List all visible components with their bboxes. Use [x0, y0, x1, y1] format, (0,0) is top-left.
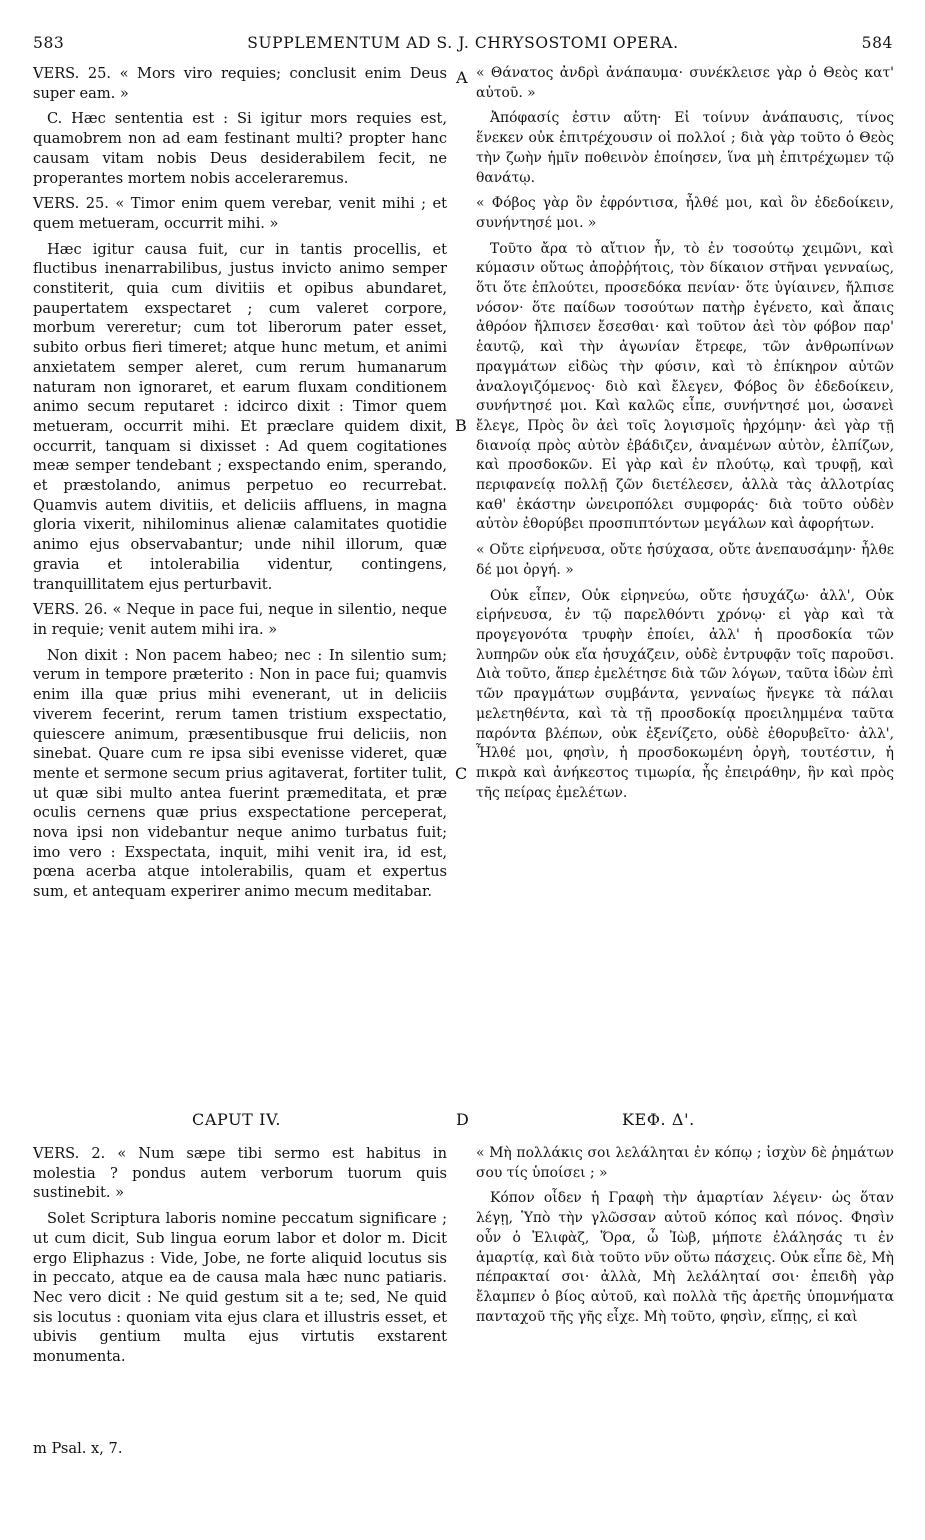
latin-verse-25a: VERS. 25. « Mors viro requies; conclusit enim Deus super eam. » [33, 65, 447, 102]
section-marker-c: C [455, 764, 468, 783]
latin-column-bottom [33, 1144, 447, 1373]
latin-column-top [33, 64, 447, 908]
greek-column-bottom [476, 1144, 894, 1333]
greek-commentary-25b: Τοῦτο ἄρα τὸ αἴτιον ἦν, τὸ ἐν τοσούτῳ χειμῶνι, καὶ κύμασιν οὕτως ἀποῤῥήτοις, τὸν δίκαιον στῆναι γενναίως, ὅτι ὅτε ἐπλούτει, προσεδόκα πενίαν· ὅτε ὑγίαινεν, ἤλπισε νόσον· ὅτε παίδων τοσούτων πατὴρ ἐγένετο, καὶ ἄπαις ἀθρόον ἤλπισεν ἔσεσθαι· καὶ τοῦτον ἀεὶ τὸν φόβον παρ' ἑαυτῷ, καὶ τὴν ἀγωνίαν ἔτρεφε, τῶν ἀνθρωπίνων πραγμάτων εἰδὼς τὴν φύσιν, καὶ τὸ ἐπίκηρον αὐτῶν ἀναλογιζόμενος· διὸ καὶ ἔλεγεν, Φόβος ὃν ἐδεδοίκειν, συνήντησέ μοι. Καὶ καλῶς εἶπε, συνήντησέ μοι, ὡσανεὶ ἔλεγε, Πρὸς ὃν ἀεὶ τοῖς λογισμοῖς ἠρχόμην· ἀεὶ γὰρ τῇ διανοίᾳ πρὸς αὐτὸν ἐβάδιζεν, ἀναμένων αὐτὸν, ἐλπίζων, καὶ προσδοκῶν. Εἰ γὰρ καὶ ἐν πλούτῳ, καὶ τρυφῇ, καὶ περιφανείᾳ πολλῇ ζῶν διετέλεσεν, ἀλλὰ τὰς ἀλλοτρίας καθ' ἑκάστην ὠνειροπόλει συμφοράς· διὰ τοῦτο οὐδὲν αὐτὸν ἐθορύβει προσπιπτόντων μεγάλων καὶ ἀφορήτων. [476, 240, 894, 533]
latin-verse-iv-2: VERS. 2. « Num sæpe tibi sermo est habitus in molestia ? pondus autem verborum tuorum quis sustinebit. » [33, 1145, 447, 1202]
latin-commentary-iv-2: Solet Scriptura laboris nomine peccatum significare ; ut cum dicit, Sub lingua eorum labor et dolor m. Dicit ergo Eliphazus : Vide, Jobe, ne forte aliquid locutus sis in peccato, atque ea de causa mala hæc nunc patiaris. Nec vero dicit : Ne quid gestum sit a te; sed, Ne quid sis locutus : quoniam vita ejus clara et illustris esset, et ubivis gentium multa ejus virtutis exstarent monumenta. [33, 1210, 447, 1366]
section-marker-a: A [456, 68, 468, 87]
latin-commentary-25b: Hæc igitur causa fuit, cur in tantis procellis, et fluctibus inenarrabilibus, justus invicto animo semper constiterit, quia cum divitiis et opibus abundaret, paupertatem exspectaret ; cum valeret corpore, morbum vereretur; cum tot liberorum pater esset, subito orbus fieri timeret; atque hunc metum, et animi anxietatem semper aleret, cum rerum humanarum naturam non ignoraret, et earum fluxam conditionem animo secum reputaret : idcirco dixit : Timor quem metueram, occurrit mihi. Et præclare quidem dixit, occurrit, tanquam si dixisset : Ad quem cogitationes meæ semper tendebant ; exspectando enim, sperando, et præstolando, animus perpetuo eo recurrebat. Quamvis autem divitiis, et deliciis affluens, in magna gloria vixerit, nihilominus alienæ calamitates quotidie animo ejus observabantur; unde nihil illorum, quæ gravia et intolerabilia videntur, contingens, tranquillitatem ejus perturbavit. [33, 240, 447, 593]
footnote: m Psal. x, 7. [33, 1440, 123, 1457]
greek-commentary-iv-2: Κόπον οἶδεν ἡ Γραφὴ τὴν ἁμαρτίαν λέγειν· ὡς ὅταν λέγῃ, Ὑπὸ τὴν γλῶσσαν αὐτοῦ κόπος καὶ πόνος. Φησὶν οὖν ὁ Ἐλιφὰζ, Ὅρα, ὦ Ἰὼβ, μήποτε ἐλάλησάς τι ἐν ἁμαρτίᾳ, καὶ διὰ τοῦτο νῦν οὕτω πάσχεις. Οὐκ εἶπε δὲ, Μὴ πέπρακταί σοι· ἀλλὰ, Μὴ λελάληταί σοι· ἐπειδὴ γὰρ ἔλαμπεν ὁ βίος αὐτοῦ, καὶ πολλὰ τῆς ἀρετῆς ὑπομνήματα πανταχοῦ τῆς γῆς εἶχε. Μὴ τοῦτο, φησὶν, εἴπῃς, εἰ καὶ [476, 1190, 894, 1325]
latin-commentary-26: Non dixit : Non pacem habeo; nec : In silentio sum; verum in tempore præterito : Non in pace fui; quamvis enim illa quæ prius mihi evenerant, ut in deliciis viverem fecerint, rerum tamen tristium exspectatio, quiescere animum, præsentibusque frui deliciis, non sinebat. Quare cum re ipsa sibi evenisse videret, quæ mente et sermone secum prius agitaverat, fortiter tulit, ut quæ sibi multo antea fuerint præmeditata, et præ oculis cernens quæ prius exspectatione perceperat, nova ipsi non videbantur neque animo turbatus fuit; imo vero : Exspectata, inquit, mihi venit ira, id est, pœna acerba atque intolerabilis, quam et expertus sum, et antequam experirer animo mecum meditabar. [33, 646, 447, 901]
latin-verse-26: VERS. 26. « Neque in pace fui, neque in silentio, neque in requie; venit autem mihi ira. » [33, 601, 447, 638]
section-marker-b: B [455, 416, 467, 435]
greek-verse-25b: « Φόβος γὰρ ὃν ἐφρόντισα, ἦλθέ μοι, καὶ ὃν ἐδεδοίκειν, συνήντησέ μοι. » [476, 195, 894, 231]
greek-verse-26: « Οὔτε εἰρήνευσα, οὔτε ἡσύχασα, οὔτε ἀνεπαυσάμην· ἦλθε δέ μοι ὀργή. » [476, 542, 894, 578]
running-title: SUPPLEMENTUM AD S. J. CHRYSOSTOMI OPERA. [247, 34, 679, 52]
greek-verse-25a: « Θάνατος ἀνδρὶ ἀνάπαυμα· συνέκλεισε γὰρ ὁ Θεὸς κατ' αὐτοῦ. » [476, 65, 894, 101]
greek-commentary-25a: Ἀπόφασίς ἐστιν αὕτη· Εἰ τοίνυν ἀνάπαυσις, τίνος ἕνεκεν οὐκ ἐπιτρέχουσιν οἱ πολλοί ; διὰ γὰρ τοῦτο ὁ Θεὸς τὴν ζωὴν ἡμῖν ποθεινὸν ἐποίησεν, ἵνα μὴ ἐπιτρέχωμεν τῷ θανάτῳ. [476, 110, 894, 186]
section-marker-d: D [456, 1110, 469, 1129]
latin-commentary-25a: C. Hæc sententia est : Si igitur mors requies est, quamobrem non ad eam festinant multi? propter hanc causam vitam nobis Deus desiderabilem fecit, ne properantes mortem nobis acceleraremus. [33, 110, 447, 187]
latin-verse-25b: VERS. 25. « Timor enim quem verebar, venit mihi ; et quem metueram, occurrit mihi. » [33, 195, 447, 232]
page-number-right: 584 [861, 34, 893, 52]
greek-commentary-26: Οὐκ εἶπεν, Οὐκ εἰρηνεύω, οὔτε ἡσυχάζω· ἀλλ', Οὐκ εἰρήνευσα, ἐν τῷ παρελθόντι χρόνῳ· εἰ γὰρ καὶ τὰ προγεγονότα τρυφὴν ἐποίει, ἀλλ' ἡ προσδοκία τῶν λυπηρῶν οὐκ εἴα ἡσυχάζειν, οὐδὲ ἐντρυφᾷν τοῖς παροῦσι. Διὰ τοῦτο, ἅπερ ἐμελέτησε διὰ τῶν λόγων, ταῦτα ἰδὼν ἐπὶ τῶν πραγμάτων συμβάντα, γενναίως ἤνεγκε τὰ πάλαι μελετηθέντα, καὶ τὰ τῇ προσδοκίᾳ προειλημμένα ταῦτα παρόντα βλέπων, οὐκ ἐξενίζετο, οὐδὲ ἐθορυβεῖτο· ἀλλ', Ἦλθέ μοι, φησὶν, ἡ προσδοκωμένη ὀργὴ, τουτέστιν, ἡ πικρὰ καὶ ἀνήκεστος τιμωρία, ἧς ἐπειράθην, ἣν καὶ πρὸς τῆς πείρας ἐμελέτων. [476, 587, 894, 801]
running-header [33, 34, 893, 56]
heading-keph-d: ΚΕΦ. Δ'. [622, 1110, 695, 1129]
greek-column-top [476, 64, 894, 809]
page-number-left: 583 [33, 34, 65, 52]
heading-caput-iv: CAPUT IV. [192, 1110, 282, 1129]
greek-verse-iv-2: « Μὴ πολλάκις σοι λελάληται ἐν κόπῳ ; ἰσχὺν δὲ ῥημάτων σου τίς ὑποίσει ; » [476, 1145, 894, 1181]
